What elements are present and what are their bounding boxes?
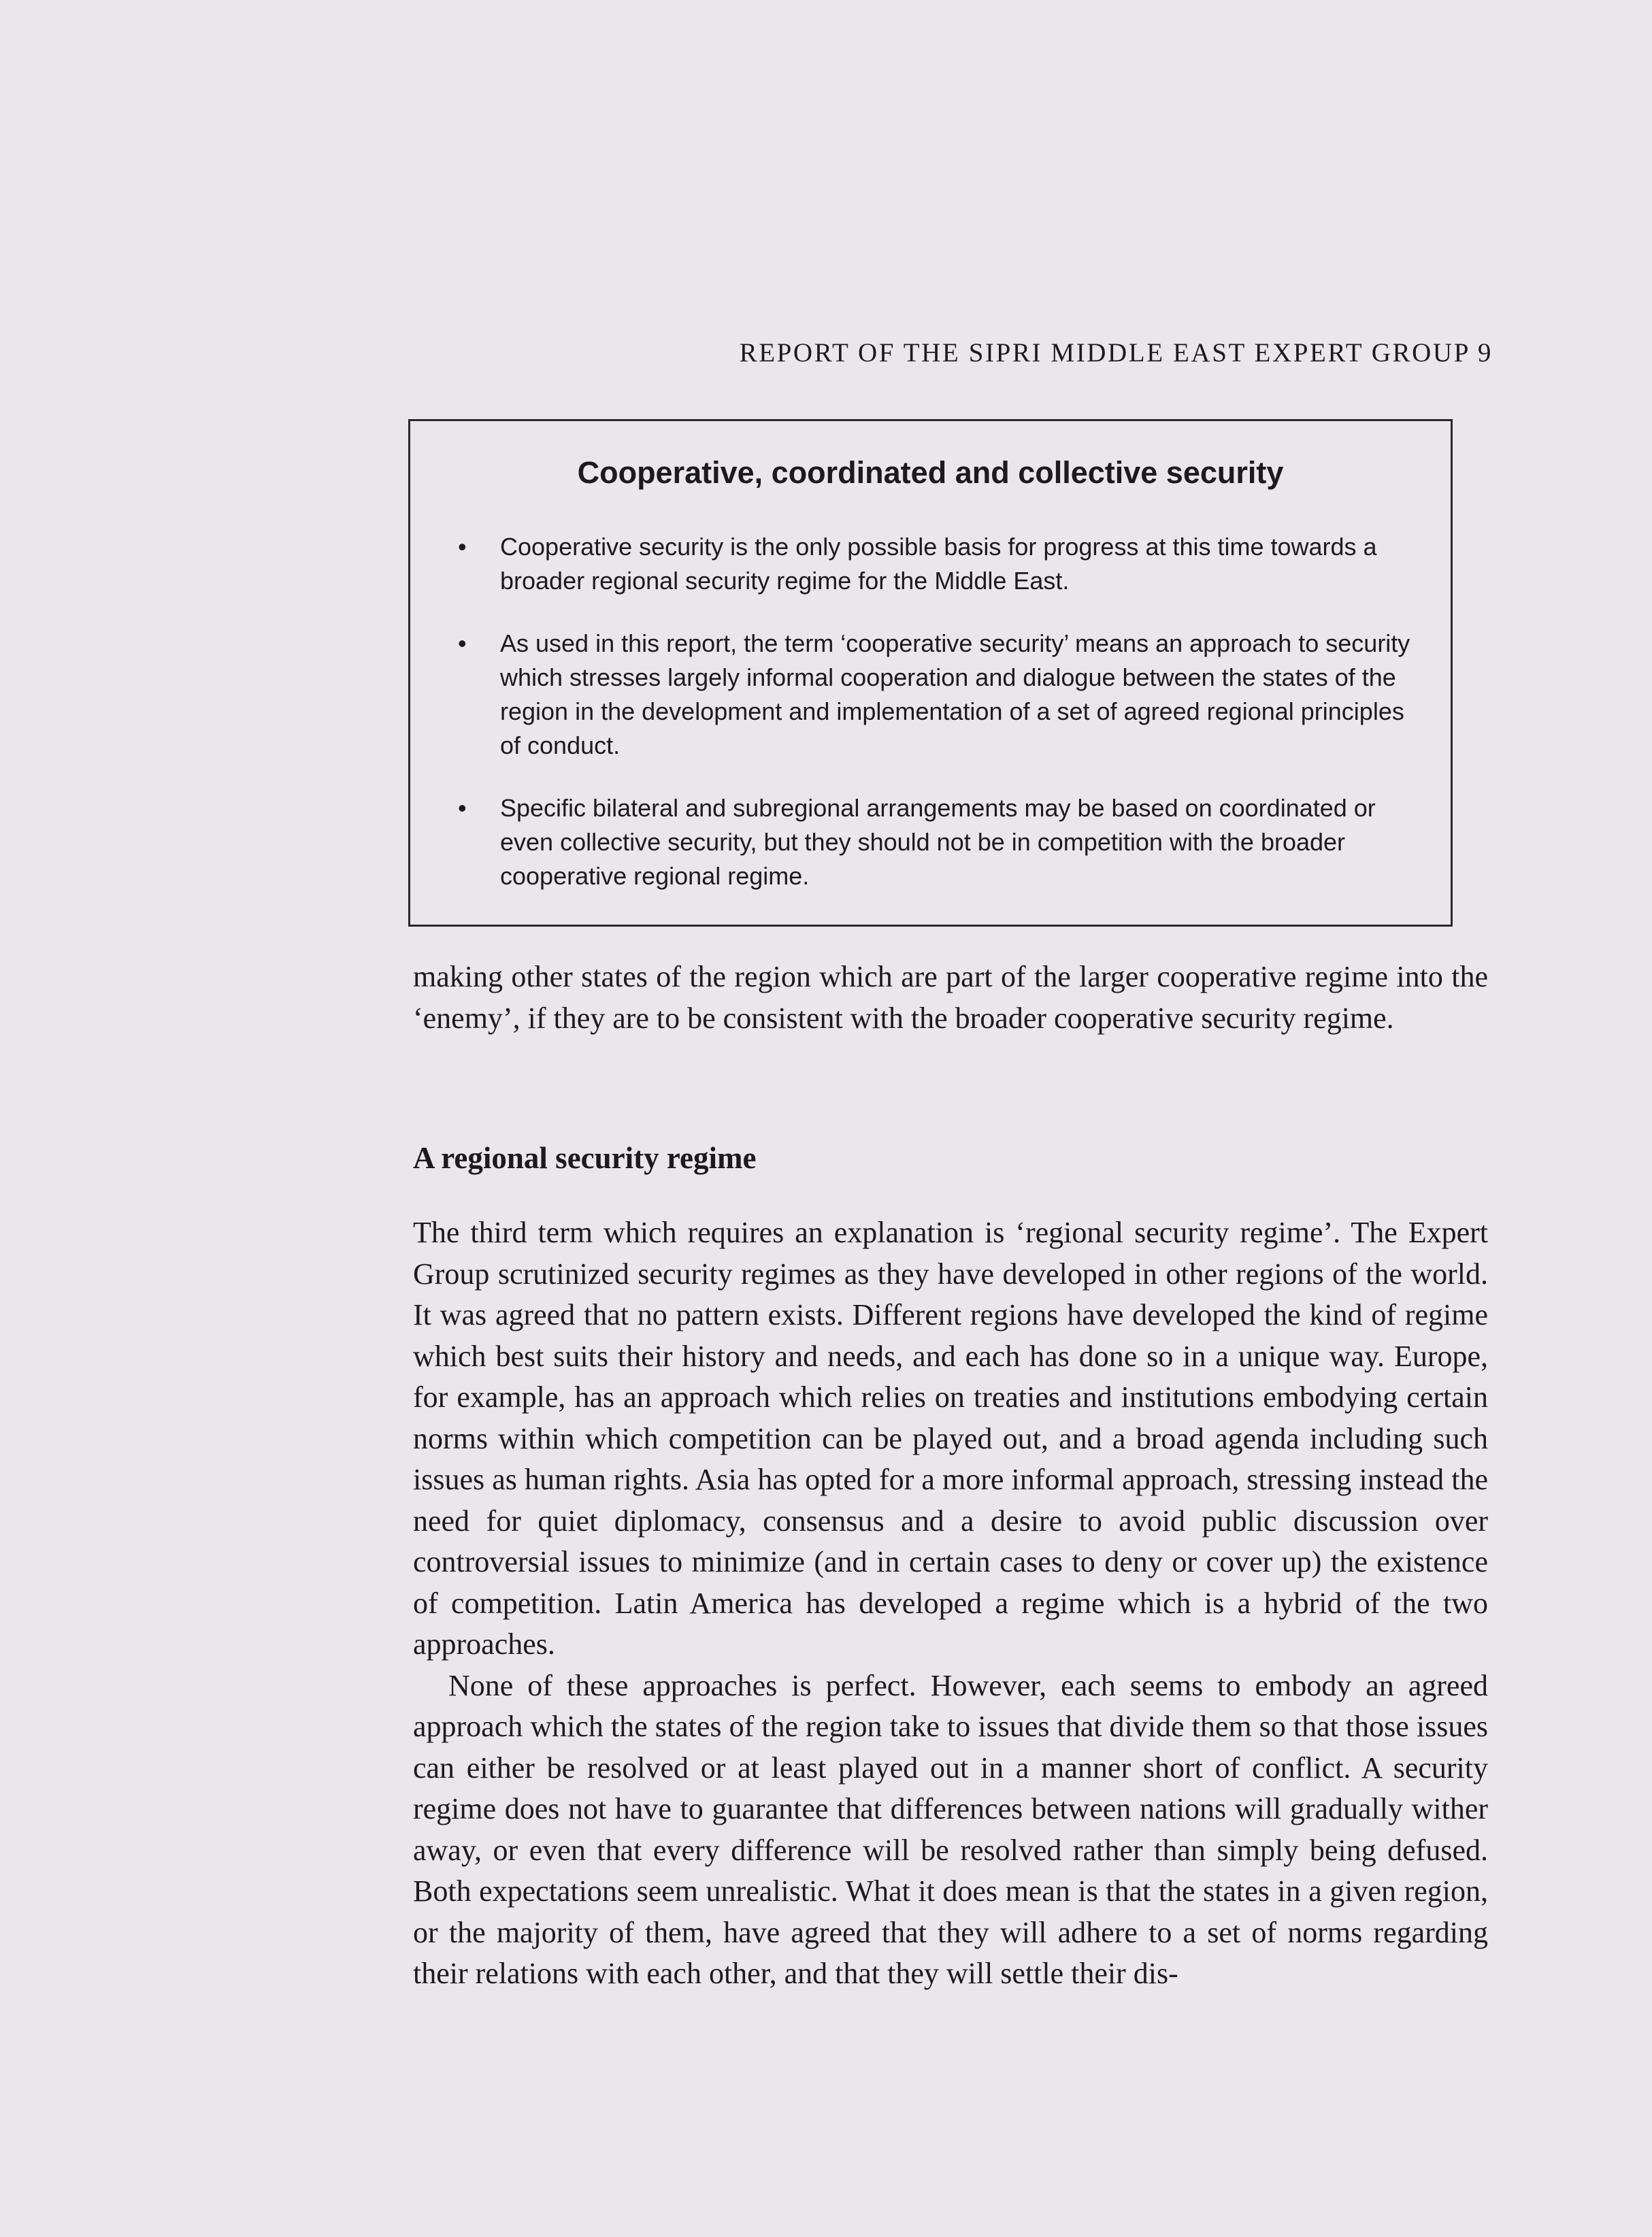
section-body — [413, 1212, 1488, 1995]
box-bullet-text: Specific bilateral and subregional arrangements may be based on coordinated or even collective security, but they should not be in competition with the broader cooperative regional regime. — [500, 794, 1376, 890]
box-bullet-item — [458, 791, 1431, 893]
box-bullet-item — [458, 530, 1431, 598]
bullet-icon: • — [458, 629, 467, 657]
section-heading: A regional security regime — [413, 1141, 757, 1175]
paragraph: None of these approaches is perfect. However, each seems to embody an agreed approach which the states of the region take to issues that divide them so that those issues can either be resolved or at least played out in a manner short of conflict. A security regime does not have to guarantee that differences between nations will gradually wither away, or even that every difference will be resolved rather than simply being defused. Both expectations seem unrealistic. What it does mean is that the states in a given region, or the majority of them, have agreed that they will adhere to a set of norms regarding their relations with each other, and that they will settle their dis- — [413, 1668, 1488, 1990]
box-title: Cooperative, coordinated and collective security — [577, 455, 1284, 490]
box-bullet-item — [458, 627, 1431, 763]
summary-box — [408, 419, 1453, 927]
bullet-icon: • — [458, 533, 467, 561]
running-head: REPORT OF THE SIPRI MIDDLE EAST EXPERT GROUP 9 — [739, 338, 1493, 367]
box-bullet-text: As used in this report, the term ‘cooperative security’ means an approach to security which stresses largely informal cooperation and dialogue between the states of the region in the development and implementation of a set of agreed regional principles of conduct. — [500, 629, 1410, 759]
box-bullet-list — [458, 530, 1431, 922]
bullet-icon: • — [458, 794, 467, 822]
paragraph: The third term which requires an explanation is ‘regional security regime’. The Expert Group scrutinized security regimes as they have developed in other regions of the world. It was agreed that no pattern exists. Different regions have developed the kind of regime which best suits their history and needs, and each has done so in a unique way. Europe, for example, has an approach which relies on treaties and institutions embodying certain norms within which competition can be played out, and a broad agenda including such issues as human rights. Asia has opted for a more informal approach, stressing instead the need for quiet diplomacy, consensus and a desire to avoid public discussion over controversial issues to minimize (and in certain cases to deny or cover up) the existence of competition. Latin America has developed a regime which is a hybrid of the two approaches. — [413, 1216, 1488, 1661]
paragraph: making other states of the region which are part of the larger cooperative regime into the ‘enemy’, if they are to be consistent with the broader cooperative security regime. — [413, 960, 1488, 1035]
box-bullet-text: Cooperative security is the only possible basis for progress at this time towards a broader regional security regime for the Middle East. — [500, 533, 1377, 595]
continuation-paragraph — [413, 957, 1488, 1039]
